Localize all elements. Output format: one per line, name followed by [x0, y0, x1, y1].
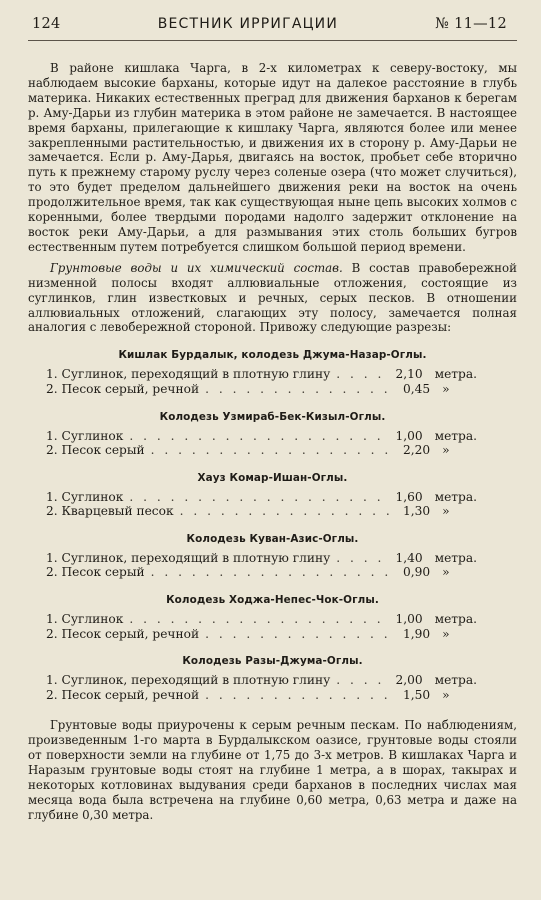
layer-label: 2. Кварцевый песок	[46, 504, 174, 519]
dot-leader	[129, 490, 389, 505]
thickness-value: 2,20	[403, 443, 431, 458]
thickness-value: 0,45	[403, 381, 431, 396]
layer-label: 2. Песок серый	[46, 565, 145, 580]
layer-label: 2. Песок серый, речной	[46, 381, 200, 396]
dot-leader	[151, 565, 397, 580]
page-number: 124	[32, 16, 61, 32]
paragraph-groundwater-depth: Грунтовые воды приурочены к серым речным пескам. По наблюдениям, произведенным 1-го марта в Бурдалыкском оазисе, грунтовые воды стояли от поверхности земли на глубине от 1,75 до 3-х метров. В кишлаках Чарга и Наразым грунтовые воды стоят на глубине 1 метра, а в шорах, такырах и некоторых котловинах выдувания среди барханов в последних числах мая месяца вода была встречена на глубине 0,60 метра, 0,63 метра и даже на глубине 0,30 метра.	[28, 718, 517, 822]
soil-section	[28, 594, 517, 641]
thickness-value: 2,00	[395, 673, 423, 688]
layer-thickness	[395, 551, 477, 566]
layer-row	[28, 673, 517, 688]
layer-label: 1. Суглинок, переходящий в плотную глину	[46, 367, 331, 382]
thickness-unit: »	[442, 687, 450, 702]
thickness-unit: »	[442, 504, 450, 519]
layer-row	[28, 627, 517, 642]
thickness-unit: »	[442, 626, 450, 641]
layer-row	[28, 382, 517, 397]
thickness-unit: метра.	[434, 489, 477, 504]
thickness-value: 1,30	[403, 504, 431, 519]
layer-row	[28, 367, 517, 382]
section-title: Колодезь Узмираб-Бек-Кизыл-Оглы.	[159, 410, 386, 423]
layer-label: 2. Песок серый, речной	[46, 687, 200, 702]
soil-section	[28, 411, 517, 458]
thickness-value: 1,90	[403, 626, 431, 641]
soil-section	[28, 655, 517, 702]
layer-label: 1. Суглинок	[46, 489, 124, 504]
layer-thickness	[403, 382, 477, 397]
dot-leader	[336, 367, 389, 382]
layer-row	[28, 551, 517, 566]
section-title: Хауз Комар-Ишан-Оглы.	[197, 471, 348, 484]
dot-leader	[336, 673, 389, 688]
layer-label: 1. Суглинок	[46, 612, 124, 627]
thickness-unit: метра.	[434, 550, 477, 565]
dot-leader	[129, 429, 389, 444]
layer-row	[28, 688, 517, 703]
thickness-value: 1,40	[395, 550, 423, 565]
layer-row	[28, 443, 517, 458]
layer-thickness	[395, 673, 477, 688]
layer-row	[28, 504, 517, 519]
paragraph-text: В состав правобережной низменной полосы входят аллювиальные отложения, состоящие из суглинков, глин известковых и речных, серых песков. В отношении аллювиальных отложений, слагающих эту полосу, замечается полная аналогия с левобережной стороной. Привожу следующие разрезы:	[28, 260, 517, 335]
thickness-unit: »	[442, 381, 450, 396]
layer-thickness	[395, 612, 477, 627]
paragraph-barkhans: В районе кишлака Чарга, в 2-х километрах к северу-востоку, мы наблюдаем высокие барханы, которые идут на далекое расстояние в глубь материка. Никаких естественных преград для движения барханов к берегам р. Аму-Дарьи из глубин материка в этом районе не замечается. В настоящее время барханы, прилегающие к кишлаку Чарга, являются более или менее закрепленными растительностью, и движения их в сторону р. Аму-Дарьи не замечается. Если р. Аму-Дарья, двигаясь на восток, пробьет себе вторично путь к прежнему старому руслу через соленые озера (что может случиться), то это будет пределом дальнейшего движения реки на восток на очень продолжительное время, так как существующая ныне цепь высоких холмов с коренными, более твердыми породами надолго задержит отклонение на восток реки Аму-Дарьи, а для размывания этих столь больших бугров естественным путем потребуется слишком большой период времени.	[28, 61, 517, 254]
paragraph-groundwater-intro	[28, 261, 517, 336]
layer-label: 1. Суглинок	[46, 428, 124, 443]
layer-label: 2. Песок серый	[46, 443, 145, 458]
layer-thickness	[403, 688, 477, 703]
layer-row	[28, 565, 517, 580]
dot-leader	[205, 688, 397, 703]
thickness-value: 1,00	[395, 428, 423, 443]
soil-section	[28, 533, 517, 580]
layer-label: 2. Песок серый, речной	[46, 626, 200, 641]
thickness-unit: »	[442, 565, 450, 580]
paragraph-lead-italic: Грунтовые воды и их химический состав.	[50, 260, 343, 275]
thickness-value: 1,60	[395, 489, 423, 504]
layer-row	[28, 612, 517, 627]
layer-thickness	[395, 490, 477, 505]
dot-leader	[205, 627, 397, 642]
soil-section	[28, 349, 517, 396]
section-title: Колодезь Куван-Азис-Оглы.	[186, 532, 359, 545]
layer-label: 1. Суглинок, переходящий в плотную глину	[46, 673, 331, 688]
thickness-value: 1,00	[395, 612, 423, 627]
thickness-unit: »	[442, 443, 450, 458]
journal-title: ВЕСТНИК ИРРИГАЦИИ	[157, 16, 339, 32]
dot-leader	[205, 382, 397, 397]
thickness-unit: метра.	[434, 612, 477, 627]
layer-thickness	[403, 627, 477, 642]
dot-leader	[151, 443, 397, 458]
soil-sections	[28, 349, 517, 702]
layer-row	[28, 490, 517, 505]
layer-thickness	[403, 504, 477, 519]
thickness-value: 0,90	[403, 565, 431, 580]
thickness-unit: метра.	[434, 367, 477, 382]
thickness-value: 1,50	[403, 687, 431, 702]
thickness-unit: метра.	[434, 428, 477, 443]
thickness-value: 2,10	[395, 367, 423, 382]
layer-thickness	[395, 367, 477, 382]
section-title: Колодезь Разы-Джума-Оглы.	[182, 655, 363, 668]
layer-label: 1. Суглинок, переходящий в плотную глину	[46, 550, 331, 565]
dot-leader	[180, 504, 397, 519]
thickness-unit: метра.	[434, 673, 477, 688]
dot-leader	[336, 551, 389, 566]
layer-thickness	[403, 443, 477, 458]
soil-section	[28, 472, 517, 519]
issue-number: № 11—12	[435, 16, 507, 32]
layer-thickness	[403, 565, 477, 580]
dot-leader	[129, 612, 389, 627]
layer-row	[28, 429, 517, 444]
section-title: Кишлак Бурдалык, колодезь Джума-Назар-Оглы.	[118, 349, 427, 362]
page-header	[28, 10, 517, 41]
layer-thickness	[395, 429, 477, 444]
section-title: Колодезь Ходжа-Непес-Чок-Оглы.	[166, 594, 379, 607]
